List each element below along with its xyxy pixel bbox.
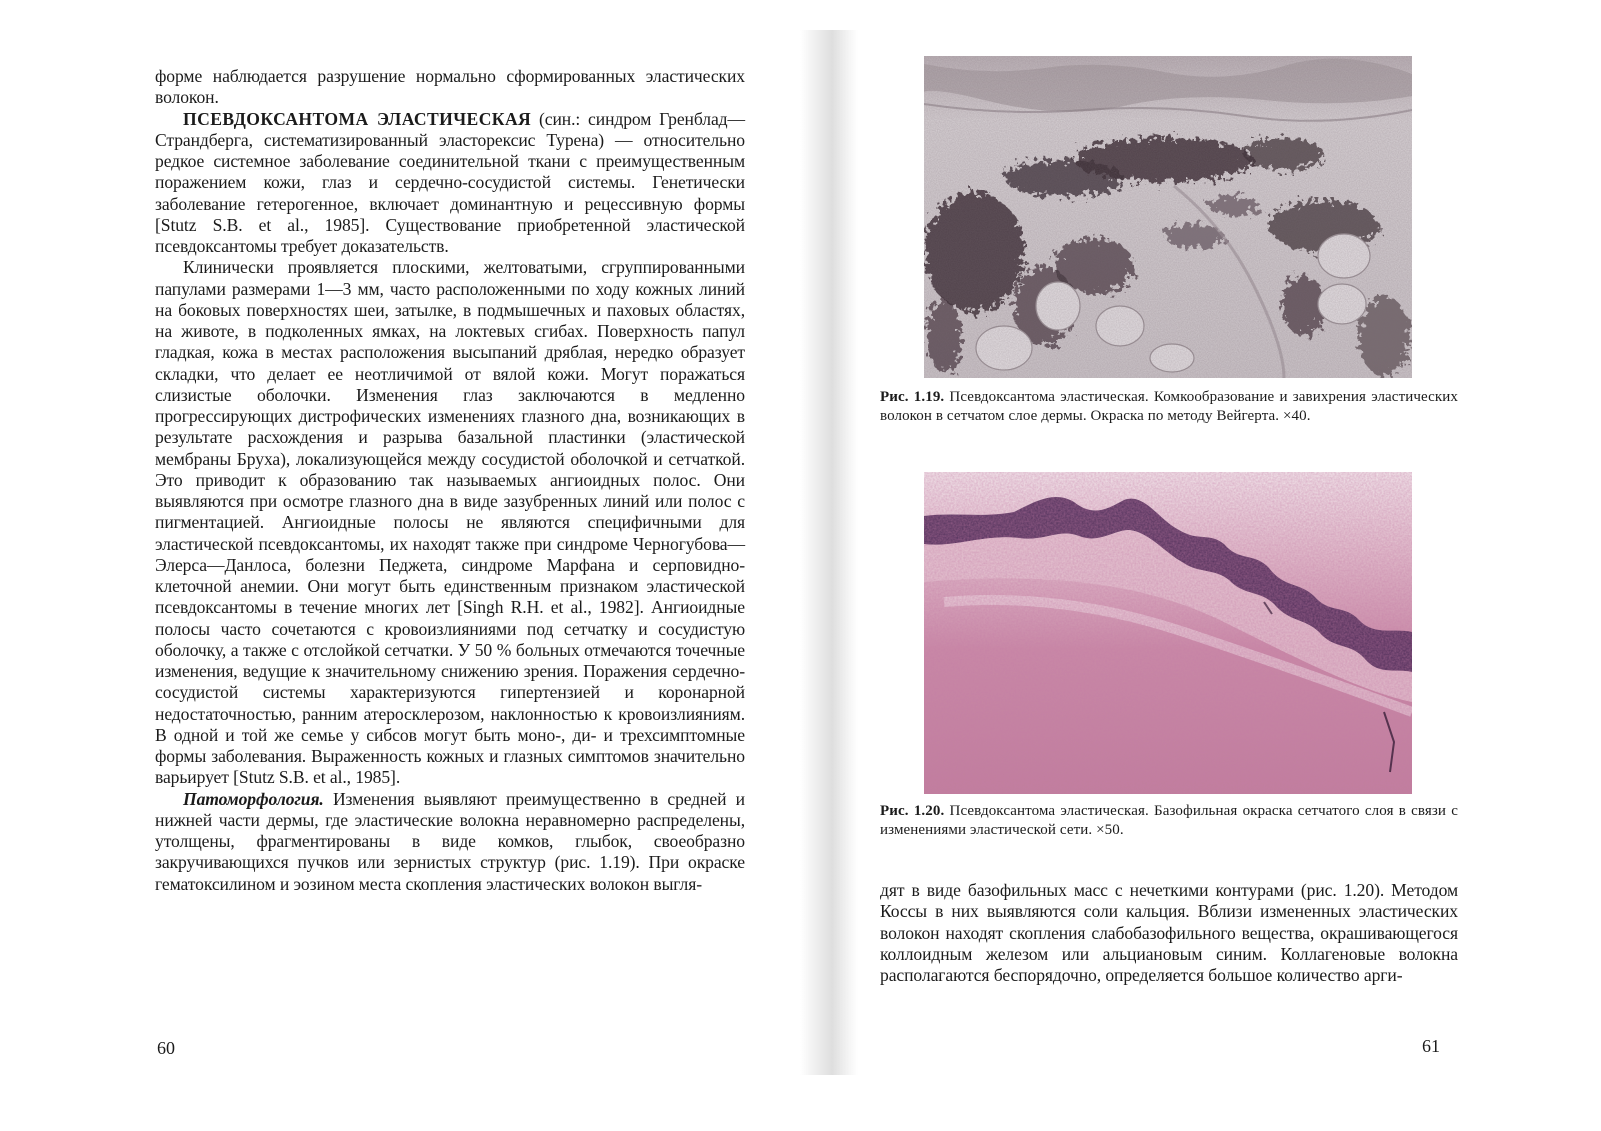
- paragraph-continuation: форме наблюдается разрушение нормально сформированных эластических волокон.: [155, 66, 745, 108]
- subsection-lead: Патоморфология.: [183, 788, 324, 809]
- right-page-text: [880, 880, 1458, 986]
- micrograph-he-stain: [924, 472, 1412, 794]
- paragraph-clinical: Клинически проявляется плоскими, желтоватыми, сгруппированными папулами размерами 1—3 мм, часто расположенными по ходу кожных линий на боковых поверхностях шеи, затылке, в подмышечных и паховых областях, на животе, в подколенных ямках, на локтевых сгибах. Поверхность папул гладкая, кожа в местах расположения высыпаний дряблая, нередко образует складки, что делает ее неотличимой от вялой кожи. Могут поражаться слизистые оболочки. Изменения глаз заключаются в медленно прогрессирующих дистрофических изменениях глазного дна, возникающих в результате расхождения и разрыва базальной пластинки (эластической мембраны Бруха), локализующейся между сосудистой оболочкой и сетчаткой. Это приводит к образованию так называемых ангиоидных полос. Они выявляются при осмотре глазного дна в виде зазубренных линий или полос с пигментацией. Ангиоидные полосы не являются специфичными для эластической псевдоксантомы, их находят также при синдроме Черногубова—Элерса—Данлоса, болезни Педжета, синдроме Марфана и серповидно-клеточной анемии. Они могут быть единственным признаком эластической псевдоксантомы в течение многих лет [Singh R.H. et al., 1982]. Ангиоидные полосы часто сочетаются с кровоизлияниями под сетчатку и сосудистую оболочку, а также с отслойкой сетчатки. У 50 % больных отмечаются точечные изменения, ведущие к значительному снижению зрения. Поражения сердечно-сосудистой системы характеризуются гипертензией и коронарной недостаточностью, ранним атеросклерозом, наклонностью к кровоизлияниям. В одной и той же семье у сибсов могут быть моно-, ди- и трехсимптомные формы заболевания. Выраженность кожных и глазных симптомов значительно варьирует [Stutz S.B. et al., 1985].: [155, 257, 745, 788]
- paragraph-definition: [155, 109, 745, 258]
- figure-label: Рис. 1.20.: [880, 803, 945, 819]
- section-heading: ПСЕВДОКСАНТОМА ЭЛАСТИЧЕСКАЯ: [183, 108, 532, 129]
- page-number-right: 61: [1422, 1036, 1440, 1056]
- book-gutter-shadow: [800, 30, 858, 1075]
- page-number-left: 60: [157, 1038, 175, 1058]
- figure-caption-text: Псевдоксантома эластическая. Базофильная окраска сетчатого слоя в связи с изменениями эластической сети. ×50.: [880, 803, 1459, 838]
- left-page: [155, 66, 745, 1076]
- figure-caption-text: Псевдоксантома эластическая. Комкообразование и завихрения эластических волокон в сетчатом слое дермы. Окраска по методу Вейгерта. ×40.: [880, 389, 1458, 424]
- left-page-text: [155, 66, 745, 895]
- paragraph-pathomorphology-text: Изменения выявляют преимущественно в средней и нижней части дермы, где эластические волокна неравномерно распределены, утолщены, фрагментированы в виде комков, глыбок, своеобразно закручивающихся пучков или зернистых структур (рис. 1.19). При окраске гематоксилином и эозином места скопления эластических волокон выгля-: [155, 788, 745, 894]
- paragraph-definition-text: (син.: синдром Гренблад—Страндберга, систематизированный эласторексис Турена) — относительно редкое системное заболевание соединительной ткани с преимущественным поражением кожи, глаз и сердечно-сосудистой системы. Генетически заболевание гетерогенное, включает доминантную и рецессивную формы [Stutz S.B. et al., 1985]. Существование приобретенной эластической псевдоксантомы требует доказательств.: [155, 108, 745, 256]
- right-page: [878, 52, 1458, 1072]
- figure-label: Рис. 1.19.: [880, 389, 945, 405]
- figure-caption-1-20: [880, 802, 1458, 840]
- micrograph-weigert-stain: [924, 56, 1412, 378]
- figure-caption-1-19: [880, 388, 1458, 426]
- paragraph-pathomorphology: [155, 789, 745, 895]
- paragraph-continuation: дят в виде базофильных масс с нечеткими контурами (рис. 1.20). Методом Коссы в них выявляются соли кальция. Вблизи измененных эластических волокон находят скопления слабобазофильного вещества, окрашивающегося коллоидным железом или альциановым синим. Коллагеновые волокна располагаются беспорядочно, определяется большое количество арги-: [880, 880, 1458, 985]
